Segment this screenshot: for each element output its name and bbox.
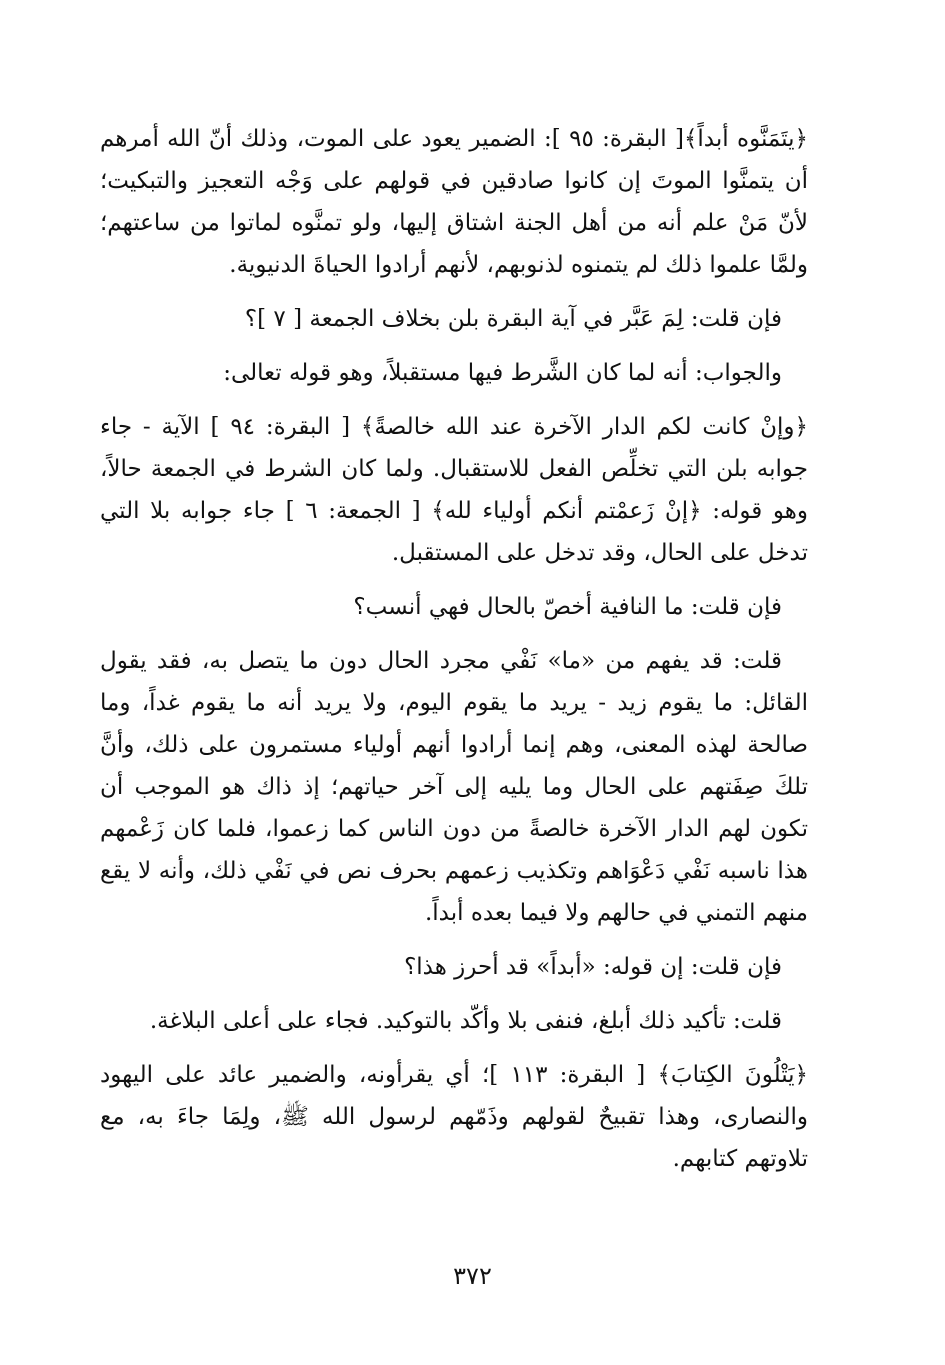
paragraph-verse-95: ﴿يتَمَنَّوه أبداً﴾[ البقرة: ٩٥ ]: الضمير يعود على الموت، وذلك أنّ الله أمرهم أن يتمنَّوا الموتَ إن كانوا صادقين في قولهم على وَجْه التعجيز والتبكيت؛ لأنّ مَنْ علم أنه من أهل الجنة اشتاق إليها، ولو تمنَّوه لماتوا من ساعتهم؛ ولمَّا علموا ذلك لم يتمنوه لذنوبهم، لأنهم أرادوا الحياةَ الدنيوية. xyxy=(100,126,809,278)
paragraph-verse-94: ﴿وإنْ كانت لكم الدار الآخرة عند الله خالصةً﴾ [ البقرة: ٩٤ ] الآية - جاء جوابه بلن التي تخلِّص الفعل للاستقبال. ولما كان الشرط في الجمعة حالاً، وهو قوله: ﴿إنْ زَعمْتم أنكم أولياء لله﴾ [ الجمعة: ٦ ] جاء جوابه بلا التي تدخل على الحال، وقد تدخل على المستقبل. xyxy=(100,414,808,566)
page-number: ٣٧٢ xyxy=(453,1262,492,1290)
paragraph-answer-abadan: قلت: تأكيد ذلك أبلغ، فنفى بلا وأكّد بالتوكيد. فجاء على أعلى البلاغة. xyxy=(149,1008,782,1034)
paragraph-question-lan: فإن قلت: لِمَ عَبَّر في آية البقرة بلن بخلاف الجمعة [ ٧ ]؟ xyxy=(244,306,782,332)
paragraph-question-abadan: فإن قلت: إن قوله: «أبداً» قد أحرز هذا؟ xyxy=(404,954,782,980)
paragraph-answer-ma: قلت: قد يفهم من «ما» نَفْي مجرد الحال دون ما يتصل به، فقد يقول القائل: ما يقوم زيد - يريد ما يقوم اليوم، ولا يريد أنه ما يقوم غداً، وما صالحة لهذه المعنى، وهم إنما أرادوا أنهم أولياء مستمرون على ذلك، وأنَّ تلكَ صِفَتهم على الحال وما يليه إلى آخر حياتهم؛ إذ ذاك هو الموجب أن تكون لهم الدار الآخرة خالصةً من دون الناس كما زعموا، فلما كان زَعْمهم هذا ناسبه نَفْي دَعْوَاهم وتكذيب زعمهم بحرف نص في نَفْي ذلك، وأنه لا يقع منهم التمني في حالهم ولا فيما بعده أبداً. xyxy=(100,648,808,926)
page-body xyxy=(100,118,808,1192)
paragraph-question-ma: فإن قلت: ما النافية أخصّ بالحال فهي أنسب؟ xyxy=(353,594,782,620)
paragraph-answer-intro: والجواب: أنه لما كان الشَّرط فيها مستقبلاً، وهو قوله تعالى: xyxy=(223,360,782,386)
paragraph-verse-113: ﴿يَتْلُونَ الكِتابَ﴾ [ البقرة: ١١٣ ]؛ أي يقرأونه، والضمير عائد على اليهود والنصارى، وهذا تقبيحٌ لقولهم وذَمّهم لرسول الله ﷺ، ولِمَا جاءَ به، مع تلاوتهم كتابهم. xyxy=(100,1062,809,1172)
